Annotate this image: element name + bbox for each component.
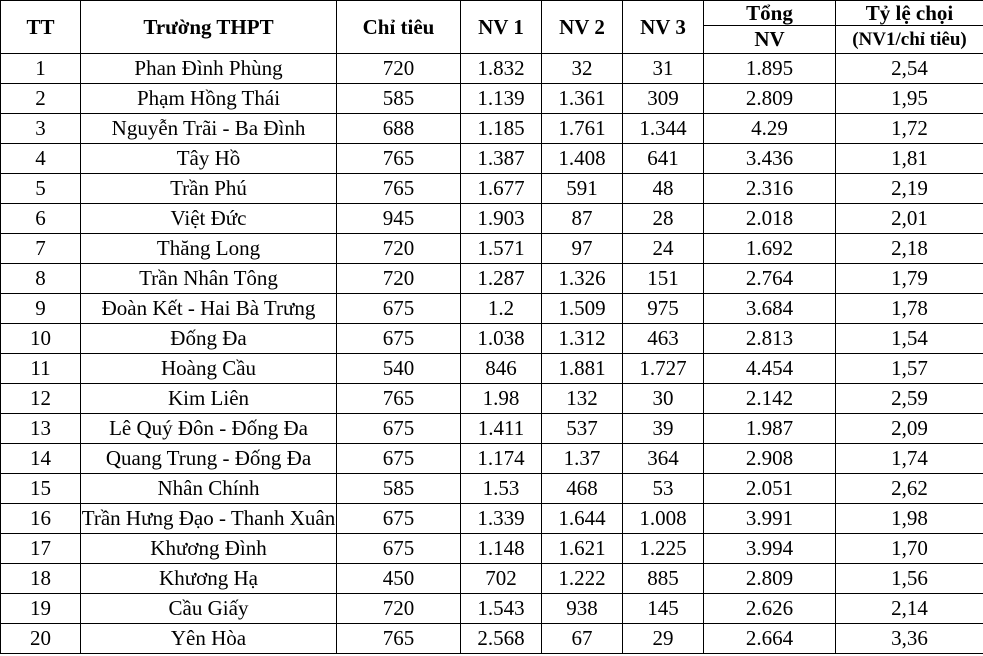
cell-nv2: 1.408 (542, 144, 623, 174)
cell-nv1: 1.903 (461, 204, 542, 234)
cell-tt: 9 (1, 294, 81, 324)
cell-tt: 5 (1, 174, 81, 204)
school-name: Phạm Hồng Thái (136, 86, 281, 110)
cell-ratio: 1,54 (836, 324, 983, 354)
cell-ratio: 1,98 (836, 504, 983, 534)
cell-ratio: 1,70 (836, 534, 983, 564)
cell-quota: 675 (337, 414, 461, 444)
cell-nv3: 48 (623, 174, 704, 204)
cell-tt: 13 (1, 414, 81, 444)
cell-school (81, 204, 337, 234)
cell-tt: 7 (1, 234, 81, 264)
cell-total: 2.316 (704, 174, 836, 204)
cell-tt: 18 (1, 564, 81, 594)
cell-nv2: 1.361 (542, 84, 623, 114)
header-nv1: NV 1 (461, 1, 542, 54)
school-name: Đoàn Kết - Hai Bà Trưng (101, 296, 316, 320)
cell-total: 3.991 (704, 504, 836, 534)
table-row (1, 474, 983, 504)
cell-school (81, 444, 337, 474)
table-header (1, 1, 983, 54)
cell-school (81, 624, 337, 654)
cell-nv1: 2.568 (461, 624, 542, 654)
table-row (1, 144, 983, 174)
cell-total: 2.664 (704, 624, 836, 654)
cell-total: 3.684 (704, 294, 836, 324)
school-name: Nhân Chính (157, 476, 260, 500)
cell-tt: 15 (1, 474, 81, 504)
cell-total: 2.809 (704, 84, 836, 114)
cell-tt: 8 (1, 264, 81, 294)
cell-nv1: 1.98 (461, 384, 542, 414)
cell-nv1: 1.53 (461, 474, 542, 504)
cell-nv3: 641 (623, 144, 704, 174)
cell-tt: 4 (1, 144, 81, 174)
table-row (1, 84, 983, 114)
cell-tt: 6 (1, 204, 81, 234)
header-quota: Chỉ tiêu (337, 1, 461, 54)
cell-nv3: 1.727 (623, 354, 704, 384)
table-row (1, 294, 983, 324)
school-name: Việt Đức (170, 206, 247, 230)
cell-nv1: 1.543 (461, 594, 542, 624)
header-school: Trường THPT (81, 1, 337, 54)
school-name: Trần Hưng Đạo - Thanh Xuân (81, 506, 336, 530)
cell-school (81, 534, 337, 564)
school-name: Khương Đình (150, 536, 267, 560)
cell-nv1: 1.411 (461, 414, 542, 444)
cell-nv2: 591 (542, 174, 623, 204)
table-row (1, 54, 983, 84)
cell-quota: 765 (337, 384, 461, 414)
cell-total: 2.142 (704, 384, 836, 414)
cell-nv3: 463 (623, 324, 704, 354)
cell-quota: 540 (337, 354, 461, 384)
cell-school (81, 84, 337, 114)
cell-nv1: 1.339 (461, 504, 542, 534)
cell-ratio: 2,59 (836, 384, 983, 414)
cell-quota: 765 (337, 174, 461, 204)
school-name: Nguyễn Trãi - Ba Đình (111, 116, 306, 140)
cell-nv3: 30 (623, 384, 704, 414)
cell-nv2: 132 (542, 384, 623, 414)
cell-school (81, 324, 337, 354)
cell-school (81, 354, 337, 384)
cell-nv1: 1.832 (461, 54, 542, 84)
cell-nv1: 1.185 (461, 114, 542, 144)
cell-nv3: 1.225 (623, 534, 704, 564)
cell-quota: 675 (337, 294, 461, 324)
school-name: Quang Trung - Đống Đa (105, 446, 312, 470)
cell-quota: 688 (337, 114, 461, 144)
cell-total: 2.018 (704, 204, 836, 234)
cell-nv3: 885 (623, 564, 704, 594)
cell-ratio: 1,78 (836, 294, 983, 324)
cell-ratio: 1,95 (836, 84, 983, 114)
cell-nv1: 846 (461, 354, 542, 384)
cell-quota: 585 (337, 474, 461, 504)
cell-ratio: 2,62 (836, 474, 983, 504)
cell-nv3: 151 (623, 264, 704, 294)
header-ratio-bottom: (NV1/chỉ tiêu) (836, 26, 983, 54)
cell-school (81, 384, 337, 414)
cell-school (81, 294, 337, 324)
cell-ratio: 1,74 (836, 444, 983, 474)
table-row (1, 564, 983, 594)
cell-nv3: 309 (623, 84, 704, 114)
school-name: Phan Đình Phùng (134, 56, 283, 80)
school-name: Khương Hạ (159, 566, 258, 590)
table-row (1, 324, 983, 354)
cell-nv3: 31 (623, 54, 704, 84)
cell-total: 3.994 (704, 534, 836, 564)
cell-nv2: 1.312 (542, 324, 623, 354)
cell-quota: 675 (337, 504, 461, 534)
cell-tt: 2 (1, 84, 81, 114)
cell-tt: 19 (1, 594, 81, 624)
cell-quota: 720 (337, 264, 461, 294)
cell-ratio: 1,79 (836, 264, 983, 294)
cell-ratio: 2,14 (836, 594, 983, 624)
school-name: Tây Hồ (176, 146, 241, 170)
cell-school (81, 594, 337, 624)
cell-nv2: 1.644 (542, 504, 623, 534)
cell-quota: 765 (337, 624, 461, 654)
cell-total: 2.626 (704, 594, 836, 624)
table-row (1, 444, 983, 474)
cell-ratio: 2,19 (836, 174, 983, 204)
school-name: Trần Nhân Tông (139, 266, 278, 290)
cell-nv2: 1.881 (542, 354, 623, 384)
cell-tt: 1 (1, 54, 81, 84)
cell-nv3: 39 (623, 414, 704, 444)
cell-tt: 16 (1, 504, 81, 534)
cell-school (81, 474, 337, 504)
header-ratio-top: Tỷ lệ chọi (836, 1, 983, 26)
header-total-bottom: NV (704, 26, 836, 54)
cell-nv1: 702 (461, 564, 542, 594)
cell-ratio: 1,56 (836, 564, 983, 594)
cell-nv2: 97 (542, 234, 623, 264)
table-body (1, 54, 983, 654)
cell-nv3: 145 (623, 594, 704, 624)
cell-school (81, 264, 337, 294)
cell-total: 2.813 (704, 324, 836, 354)
cell-quota: 675 (337, 444, 461, 474)
school-name: Cầu Giấy (168, 596, 249, 620)
cell-quota: 765 (337, 144, 461, 174)
cell-ratio: 3,36 (836, 624, 983, 654)
cell-nv2: 938 (542, 594, 623, 624)
cell-tt: 11 (1, 354, 81, 384)
table-row (1, 504, 983, 534)
cell-school (81, 234, 337, 264)
cell-nv2: 1.37 (542, 444, 623, 474)
header-total-top: Tổng (704, 1, 836, 26)
cell-nv3: 975 (623, 294, 704, 324)
header-nv3: NV 3 (623, 1, 704, 54)
cell-nv2: 32 (542, 54, 623, 84)
cell-nv2: 1.222 (542, 564, 623, 594)
school-name: Kim Liên (167, 386, 250, 410)
cell-school (81, 414, 337, 444)
cell-nv1: 1.571 (461, 234, 542, 264)
cell-total: 3.436 (704, 144, 836, 174)
header-nv2: NV 2 (542, 1, 623, 54)
table-row (1, 234, 983, 264)
cell-quota: 675 (337, 534, 461, 564)
cell-nv1: 1.387 (461, 144, 542, 174)
cell-nv2: 468 (542, 474, 623, 504)
cell-school (81, 144, 337, 174)
cell-quota: 720 (337, 234, 461, 264)
cell-total: 4.29 (704, 114, 836, 144)
cell-nv2: 87 (542, 204, 623, 234)
cell-tt: 3 (1, 114, 81, 144)
cell-ratio: 2,54 (836, 54, 983, 84)
cell-nv3: 24 (623, 234, 704, 264)
cell-school (81, 504, 337, 534)
cell-nv1: 1.139 (461, 84, 542, 114)
cell-nv3: 28 (623, 204, 704, 234)
cell-nv2: 1.509 (542, 294, 623, 324)
table-row (1, 594, 983, 624)
school-name: Yên Hòa (170, 626, 247, 650)
table-row (1, 384, 983, 414)
cell-total: 4.454 (704, 354, 836, 384)
table-row (1, 624, 983, 654)
school-name: Thăng Long (156, 236, 261, 260)
cell-total: 1.692 (704, 234, 836, 264)
table-row (1, 414, 983, 444)
cell-nv1: 1.174 (461, 444, 542, 474)
table-row (1, 204, 983, 234)
school-name: Lê Quý Đôn - Đống Đa (109, 416, 308, 440)
cell-quota: 585 (337, 84, 461, 114)
cell-nv1: 1.677 (461, 174, 542, 204)
cell-quota: 450 (337, 564, 461, 594)
table-row (1, 354, 983, 384)
cell-nv2: 1.761 (542, 114, 623, 144)
cell-nv3: 364 (623, 444, 704, 474)
cell-nv3: 1.008 (623, 504, 704, 534)
cell-total: 1.895 (704, 54, 836, 84)
cell-school (81, 564, 337, 594)
cell-ratio: 2,01 (836, 204, 983, 234)
cell-nv3: 53 (623, 474, 704, 504)
cell-total: 2.908 (704, 444, 836, 474)
cell-tt: 17 (1, 534, 81, 564)
header-tt: TT (1, 1, 81, 54)
cell-nv1: 1.2 (461, 294, 542, 324)
cell-tt: 12 (1, 384, 81, 414)
cell-school (81, 54, 337, 84)
school-name: Hoàng Cầu (160, 356, 257, 380)
cell-ratio: 2,18 (836, 234, 983, 264)
cell-nv2: 67 (542, 624, 623, 654)
cell-nv1: 1.287 (461, 264, 542, 294)
cell-ratio: 1,72 (836, 114, 983, 144)
cell-tt: 14 (1, 444, 81, 474)
cell-total: 2.809 (704, 564, 836, 594)
table-row (1, 114, 983, 144)
cell-school (81, 174, 337, 204)
cell-ratio: 1,57 (836, 354, 983, 384)
cell-total: 2.051 (704, 474, 836, 504)
cell-total: 2.764 (704, 264, 836, 294)
school-name: Đống Đa (170, 326, 247, 350)
school-name: Trần Phú (170, 176, 247, 200)
cell-nv2: 1.621 (542, 534, 623, 564)
cell-nv2: 537 (542, 414, 623, 444)
cell-nv2: 1.326 (542, 264, 623, 294)
cell-quota: 720 (337, 54, 461, 84)
cell-school (81, 114, 337, 144)
cell-nv3: 1.344 (623, 114, 704, 144)
cell-quota: 720 (337, 594, 461, 624)
cell-nv1: 1.148 (461, 534, 542, 564)
cell-ratio: 1,81 (836, 144, 983, 174)
cell-tt: 20 (1, 624, 81, 654)
cell-quota: 675 (337, 324, 461, 354)
table-row (1, 174, 983, 204)
cell-nv3: 29 (623, 624, 704, 654)
cell-total: 1.987 (704, 414, 836, 444)
cell-tt: 10 (1, 324, 81, 354)
cell-quota: 945 (337, 204, 461, 234)
table-row (1, 534, 983, 564)
table-row (1, 264, 983, 294)
cell-nv1: 1.038 (461, 324, 542, 354)
cell-ratio: 2,09 (836, 414, 983, 444)
